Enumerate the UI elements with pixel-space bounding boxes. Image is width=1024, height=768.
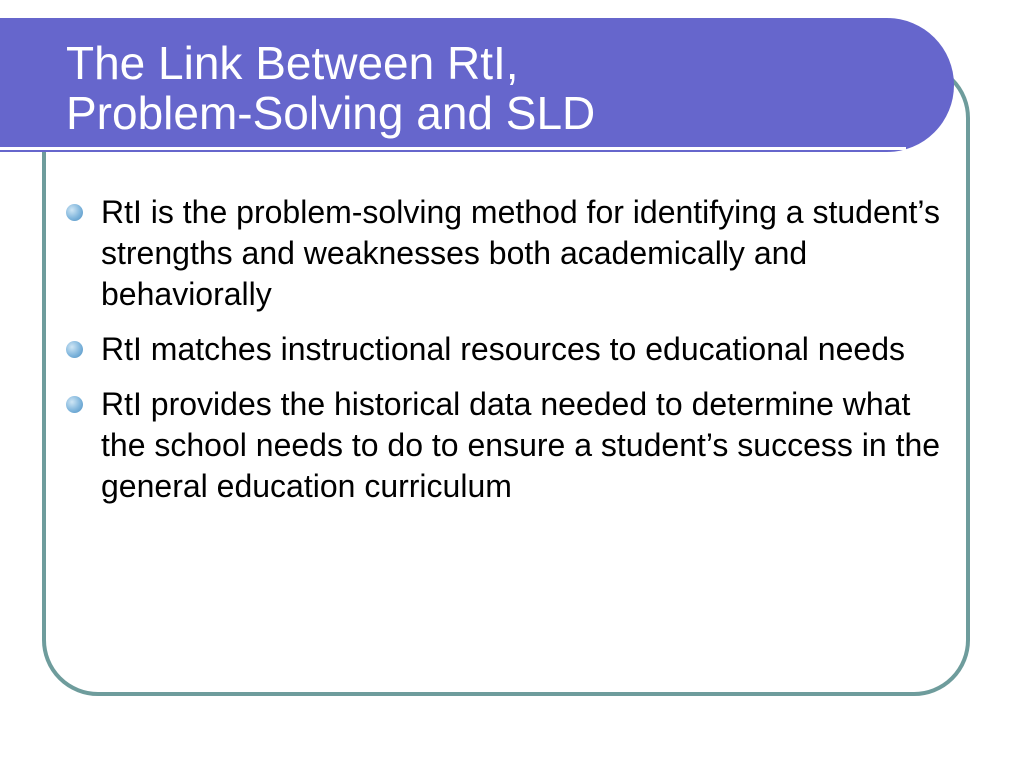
bullet-item [66,384,956,507]
bullet-item [66,329,956,370]
title-bar [0,18,954,152]
slide-title-line-1: The Link Between RtI, [66,37,519,89]
bullet-text: RtI is the problem-solving method for identifying a student’s strengths and weaknesses both academically and behaviorally [101,194,940,312]
bullet-dot-icon [66,396,83,413]
slide-title [66,38,595,138]
bullet-dot-icon [66,341,83,358]
bullet-list [66,192,956,521]
title-underline [0,147,906,150]
bullet-text: RtI matches instructional resources to educational needs [101,331,905,367]
slide-title-line-2: Problem-Solving and SLD [66,87,596,139]
bullet-dot-icon [66,204,83,221]
bullet-text: RtI provides the historical data needed to determine what the school needs to do to ensure a student’s success in the general education curriculum [101,386,941,504]
bullet-item [66,192,956,315]
